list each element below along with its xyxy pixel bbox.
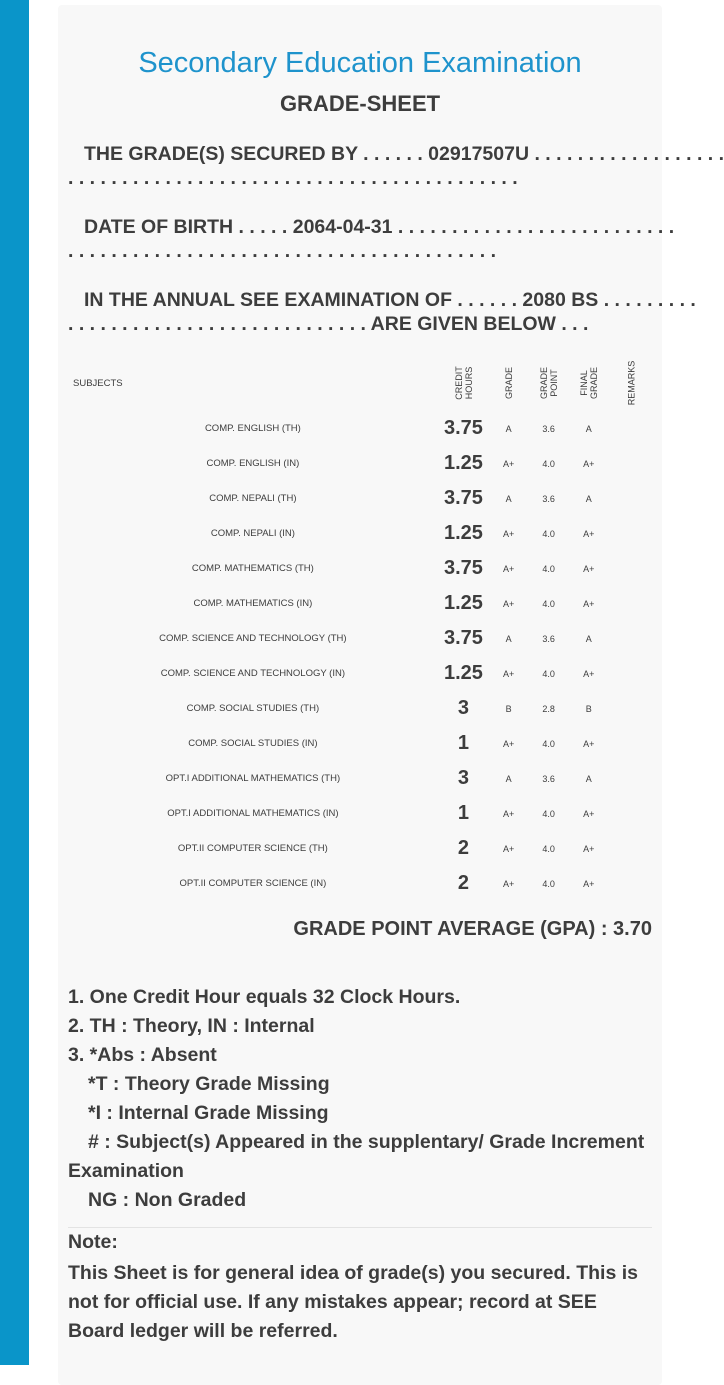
final-grade: A: [585, 633, 592, 644]
subject-name: OPT.II COMPUTER SCIENCE (IN): [179, 878, 327, 889]
final-grade: A+: [583, 668, 595, 679]
final-grade: A+: [583, 458, 595, 469]
remarks: [608, 551, 654, 586]
page-title: Secondary Education Examination: [138, 47, 582, 79]
legend-item: 1. One Credit Hour equals 32 Clock Hours.: [68, 986, 461, 1008]
grade: A+: [502, 458, 515, 469]
header-grade-label: GRADE: [503, 366, 514, 399]
header-remarks: [608, 355, 654, 411]
subject-name: COMP. NEPALI (TH): [209, 493, 297, 504]
grade: A+: [502, 668, 515, 679]
remarks: [608, 586, 654, 621]
subject-name: COMP. SOCIAL STUDIES (TH): [186, 703, 320, 714]
credit-hours: 1.25: [443, 592, 483, 614]
final-grade: A+: [583, 598, 595, 609]
grade: A: [505, 493, 512, 504]
subject-name: OPT.I ADDITIONAL MATHEMATICS (IN): [167, 808, 339, 819]
credit-hours: 2: [457, 872, 469, 894]
remarks: [608, 481, 654, 516]
final-grade: A+: [583, 808, 595, 819]
header-final-grade: [569, 355, 608, 411]
credit-hours: 3: [457, 697, 469, 719]
credit-hours: 1.25: [443, 522, 483, 544]
final-grade: A+: [583, 528, 595, 539]
grade-point: 4.0: [542, 563, 555, 574]
remarks: [608, 516, 654, 551]
grade: A+: [502, 843, 515, 854]
credit-hours: 1: [457, 732, 469, 754]
table-row: [68, 446, 654, 481]
grade-point: 4.0: [542, 598, 555, 609]
remarks: [608, 621, 654, 656]
final-grade: A: [585, 493, 592, 504]
grade: A: [505, 423, 512, 434]
table-header-row: [68, 355, 654, 411]
grade-point: 4.0: [542, 843, 555, 854]
legend-item: 3. *Abs : Absent: [68, 1044, 217, 1066]
grade: A+: [502, 738, 515, 749]
final-grade: A: [585, 423, 592, 434]
dob-paragraph: [68, 215, 675, 263]
final-grade: A+: [583, 878, 595, 889]
final-grade: A+: [583, 563, 595, 574]
table-row: [68, 691, 654, 726]
legend-item: *T : Theory Grade Missing: [88, 1073, 330, 1095]
legend-item: NG : Non Graded: [88, 1189, 247, 1211]
table-row: [68, 621, 654, 656]
secured-by-paragraph: [68, 142, 724, 190]
exam-paragraph: [68, 288, 696, 336]
table-row: [68, 831, 654, 866]
remarks: [608, 761, 654, 796]
table-row: [68, 586, 654, 621]
grade: A+: [502, 878, 515, 889]
subject-name: COMP. ENGLISH (TH): [204, 423, 301, 434]
divider: [68, 1227, 652, 1228]
subject-name: COMP. SOCIAL STUDIES (IN): [188, 738, 318, 749]
legend-supplementary: # : Subject(s) Appeared in the supplentary/ Grade Increment Examination: [68, 1131, 645, 1182]
grades-table: [68, 355, 654, 901]
note-label: Note:: [68, 1231, 118, 1253]
remarks: [608, 866, 654, 901]
credit-hours: 3.75: [443, 487, 483, 509]
note-text: This Sheet is for general idea of grade(s) you secured. This is not for official use. If any mistakes appear; record at SEE Board ledger will be referred.: [68, 1262, 638, 1342]
grade-point: 4.0: [542, 458, 555, 469]
grade-point: 4.0: [542, 878, 555, 889]
grade: A: [505, 633, 512, 644]
table-row: [68, 866, 654, 901]
header-credit-2: HOURS: [463, 366, 474, 399]
exam-given-below: . . . . . . . . . . . . . . . . . . . . . . . . . . . . ARE GIVEN BELOW . . .: [68, 313, 589, 335]
header-subjects: SUBJECTS: [73, 377, 123, 389]
left-accent-bar: [0, 0, 29, 1365]
grade-point: 4.0: [542, 808, 555, 819]
table-row: [68, 551, 654, 586]
credit-hours: 3.75: [443, 417, 483, 439]
grade-point: 3.6: [542, 423, 555, 434]
credit-hours: 1: [457, 802, 469, 824]
final-grade: B: [585, 703, 592, 714]
credit-hours: 3.75: [443, 627, 483, 649]
legend-item: 2. TH : Theory, IN : Internal: [68, 1015, 315, 1037]
grade-point: 4.0: [542, 668, 555, 679]
grade: A: [505, 773, 512, 784]
header-remarks-label: REMARKS: [626, 360, 637, 405]
final-grade: A: [585, 773, 592, 784]
table-row: [68, 726, 654, 761]
table-row: [68, 481, 654, 516]
subject-name: OPT.II COMPUTER SCIENCE (TH): [177, 843, 328, 854]
subject-name: COMP. NEPALI (IN): [210, 528, 295, 539]
secured-by-line: THE GRADE(S) SECURED BY . . . . . . 02917507U . . . . . . . . . . . . . . . . . .: [84, 143, 724, 165]
header-gp-1: GRADE: [538, 366, 549, 399]
remarks: [608, 796, 654, 831]
grade: A+: [502, 598, 515, 609]
subject-name: COMP. ENGLISH (IN): [206, 458, 300, 469]
page-subtitle: GRADE-SHEET: [279, 91, 441, 116]
subject-name: COMP. MATHEMATICS (IN): [193, 598, 313, 609]
grade-point: 4.0: [542, 528, 555, 539]
credit-hours: 1.25: [443, 662, 483, 684]
remarks: [608, 446, 654, 481]
secured-by-dots: . . . . . . . . . . . . . . . . . . . . . . . . . . . . . . . . . . . . . . . . . .: [68, 167, 518, 189]
subject-name: COMP. SCIENCE AND TECHNOLOGY (IN): [160, 668, 345, 679]
dob-line: DATE OF BIRTH . . . . . 2064-04-31 . . . . . . . . . . . . . . . . . . . . . . . . . .: [84, 216, 675, 238]
header-credit-hours: [438, 355, 489, 411]
remarks: [608, 691, 654, 726]
subject-name: COMP. MATHEMATICS (TH): [191, 563, 314, 574]
dob-dots: . . . . . . . . . . . . . . . . . . . . . . . . . . . . . . . . . . . . . . . .: [68, 240, 497, 262]
grade-point: 3.6: [542, 493, 555, 504]
grade: A+: [502, 808, 515, 819]
table-row: [68, 411, 654, 446]
credit-hours: 3: [457, 767, 469, 789]
table-row: [68, 796, 654, 831]
grade: B: [505, 703, 512, 714]
gpa-summary: GRADE POINT AVERAGE (GPA) : 3.70: [293, 918, 652, 940]
grade: A+: [502, 563, 515, 574]
legend: [68, 983, 658, 1215]
legend-item: *I : Internal Grade Missing: [88, 1102, 329, 1124]
grade-point: 4.0: [542, 738, 555, 749]
remarks: [608, 726, 654, 761]
table-row: [68, 656, 654, 691]
credit-hours: 2: [457, 837, 469, 859]
grade-sheet-card: [58, 5, 724, 1385]
header-gp-2: POINT: [548, 368, 559, 397]
grade-point: 3.6: [542, 633, 555, 644]
grade-point: 2.8: [542, 703, 555, 714]
table-row: [68, 516, 654, 551]
subject-name: COMP. SCIENCE AND TECHNOLOGY (TH): [159, 633, 347, 644]
remarks: [608, 411, 654, 446]
grade-point: 3.6: [542, 773, 555, 784]
final-grade: A+: [583, 738, 595, 749]
grade: A+: [502, 528, 515, 539]
header-credit-1: CREDIT: [453, 365, 464, 400]
remarks: [608, 831, 654, 866]
table-row: [68, 761, 654, 796]
header-fg-1: FINAL: [578, 369, 589, 396]
subject-name: OPT.I ADDITIONAL MATHEMATICS (TH): [165, 773, 341, 784]
credit-hours: 1.25: [443, 452, 483, 474]
legend-item: [68, 1128, 658, 1186]
header-grade: [489, 355, 528, 411]
final-grade: A+: [583, 843, 595, 854]
header-grade-point: [528, 355, 569, 411]
header-fg-2: GRADE: [588, 366, 599, 399]
remarks: [608, 656, 654, 691]
credit-hours: 3.75: [443, 557, 483, 579]
exam-line: IN THE ANNUAL SEE EXAMINATION OF . . . . . . 2080 BS . . . . . . . . .: [84, 289, 696, 311]
